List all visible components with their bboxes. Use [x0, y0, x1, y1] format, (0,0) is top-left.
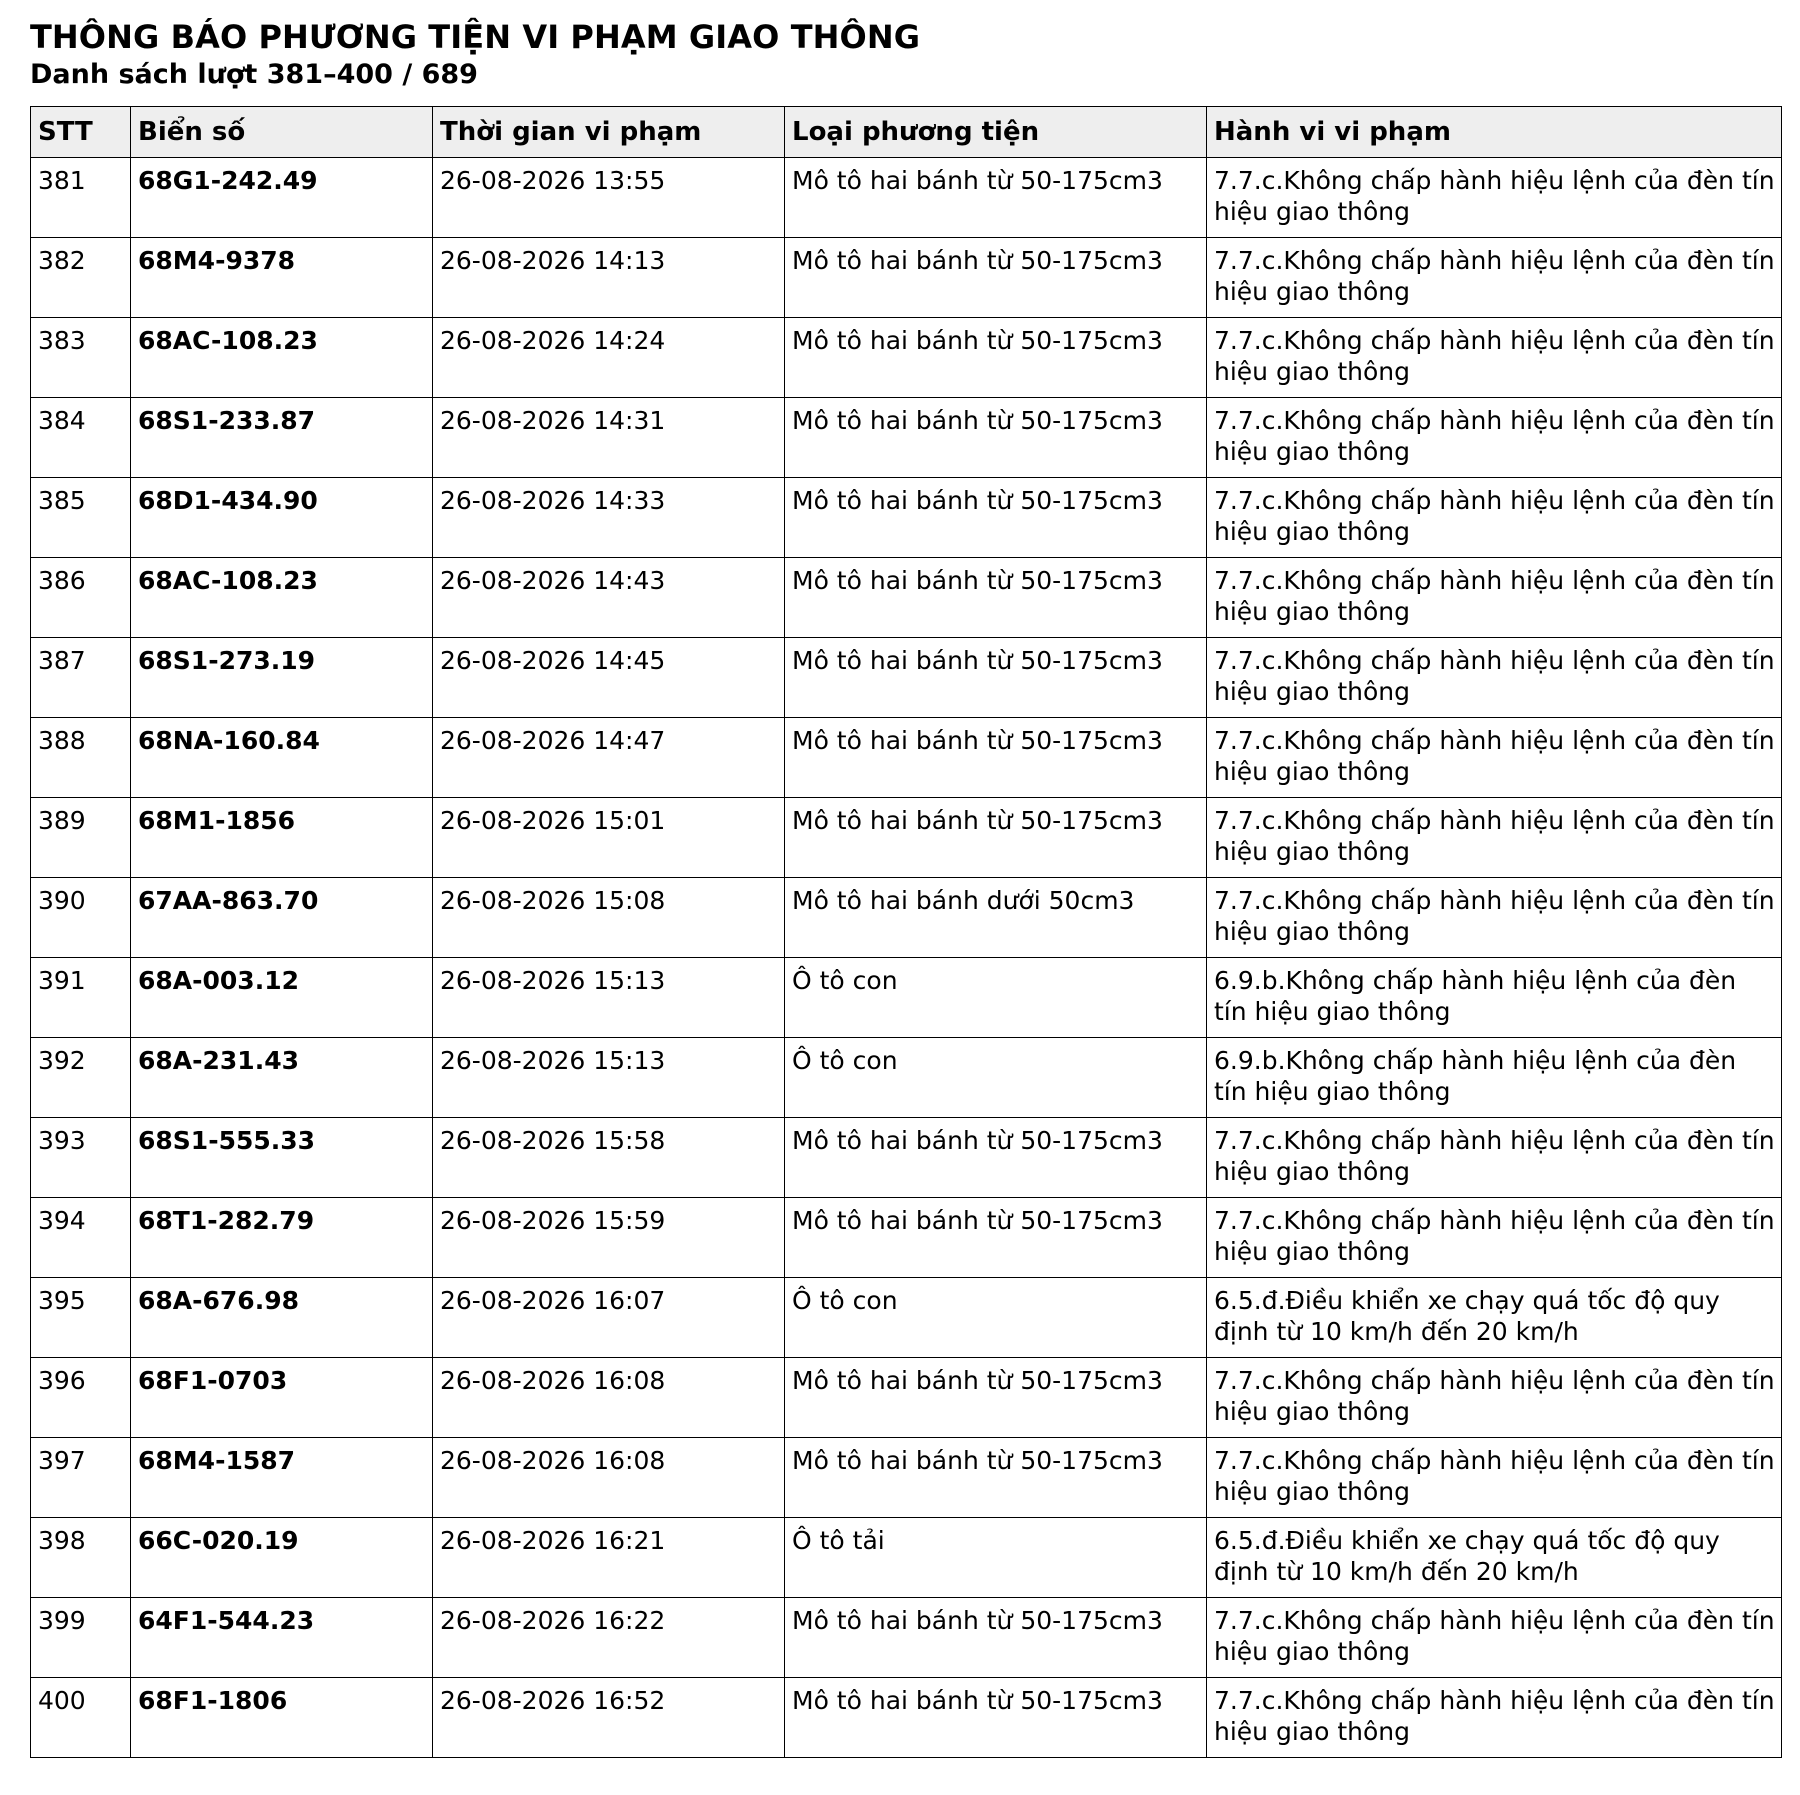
- cell-vehicle-type: Mô tô hai bánh từ 50-175cm3: [785, 1198, 1207, 1278]
- cell-vehicle-type: Ô tô tải: [785, 1518, 1207, 1598]
- cell-stt: 386: [31, 558, 131, 638]
- cell-plate: 66C-020.19: [131, 1518, 433, 1598]
- cell-plate: 68A-676.98: [131, 1278, 433, 1358]
- cell-violation: 7.7.c.Không chấp hành hiệu lệnh của đèn tín hiệu giao thông: [1207, 1198, 1782, 1278]
- cell-vehicle-type: Mô tô hai bánh dưới 50cm3: [785, 878, 1207, 958]
- cell-violation: 7.7.c.Không chấp hành hiệu lệnh của đèn tín hiệu giao thông: [1207, 478, 1782, 558]
- table-header: [31, 107, 1782, 158]
- cell-plate: 68F1-0703: [131, 1358, 433, 1438]
- cell-stt: 397: [31, 1438, 131, 1518]
- cell-violation: 7.7.c.Không chấp hành hiệu lệnh của đèn tín hiệu giao thông: [1207, 1118, 1782, 1198]
- cell-stt: 384: [31, 398, 131, 478]
- table-row: [31, 1038, 1782, 1118]
- cell-stt: 388: [31, 718, 131, 798]
- cell-time: 26-08-2026 14:45: [433, 638, 785, 718]
- cell-vehicle-type: Mô tô hai bánh từ 50-175cm3: [785, 238, 1207, 318]
- page-subtitle: Danh sách lượt 381–400 / 689: [30, 59, 478, 90]
- header-row: [31, 107, 1782, 158]
- cell-time: 26-08-2026 16:22: [433, 1598, 785, 1678]
- cell-vehicle-type: Ô tô con: [785, 1038, 1207, 1118]
- cell-time: 26-08-2026 15:58: [433, 1118, 785, 1198]
- cell-vehicle-type: Mô tô hai bánh từ 50-175cm3: [785, 1438, 1207, 1518]
- column-header-violation: Hành vi vi phạm: [1207, 107, 1782, 158]
- cell-plate: 68A-003.12: [131, 958, 433, 1038]
- cell-violation: 7.7.c.Không chấp hành hiệu lệnh của đèn tín hiệu giao thông: [1207, 238, 1782, 318]
- cell-violation: 6.5.đ.Điều khiển xe chạy quá tốc độ quy định từ 10 km/h đến 20 km/h: [1207, 1518, 1782, 1598]
- cell-vehicle-type: Mô tô hai bánh từ 50-175cm3: [785, 1598, 1207, 1678]
- cell-plate: 68D1-434.90: [131, 478, 433, 558]
- cell-vehicle-type: Mô tô hai bánh từ 50-175cm3: [785, 718, 1207, 798]
- cell-stt: 390: [31, 878, 131, 958]
- cell-violation: 7.7.c.Không chấp hành hiệu lệnh của đèn tín hiệu giao thông: [1207, 718, 1782, 798]
- cell-stt: 394: [31, 1198, 131, 1278]
- cell-plate: 68AC-108.23: [131, 318, 433, 398]
- cell-violation: 6.9.b.Không chấp hành hiệu lệnh của đèn tín hiệu giao thông: [1207, 1038, 1782, 1118]
- page-title: THÔNG BÁO PHƯƠNG TIỆN VI PHẠM GIAO THÔNG: [30, 18, 921, 56]
- table-row: [31, 1118, 1782, 1198]
- cell-violation: 7.7.c.Không chấp hành hiệu lệnh của đèn tín hiệu giao thông: [1207, 158, 1782, 238]
- cell-time: 26-08-2026 15:13: [433, 1038, 785, 1118]
- table-row: [31, 1518, 1782, 1598]
- cell-violation: 7.7.c.Không chấp hành hiệu lệnh của đèn tín hiệu giao thông: [1207, 318, 1782, 398]
- cell-time: 26-08-2026 14:47: [433, 718, 785, 798]
- cell-time: 26-08-2026 16:08: [433, 1358, 785, 1438]
- cell-time: 26-08-2026 15:01: [433, 798, 785, 878]
- cell-stt: 398: [31, 1518, 131, 1598]
- cell-vehicle-type: Mô tô hai bánh từ 50-175cm3: [785, 1118, 1207, 1198]
- cell-violation: 6.5.đ.Điều khiển xe chạy quá tốc độ quy định từ 10 km/h đến 20 km/h: [1207, 1278, 1782, 1358]
- cell-violation: 7.7.c.Không chấp hành hiệu lệnh của đèn tín hiệu giao thông: [1207, 1598, 1782, 1678]
- table-row: [31, 398, 1782, 478]
- cell-violation: 7.7.c.Không chấp hành hiệu lệnh của đèn tín hiệu giao thông: [1207, 398, 1782, 478]
- table-row: [31, 878, 1782, 958]
- cell-stt: 382: [31, 238, 131, 318]
- cell-plate: 68A-231.43: [131, 1038, 433, 1118]
- cell-vehicle-type: Ô tô con: [785, 1278, 1207, 1358]
- cell-vehicle-type: Mô tô hai bánh từ 50-175cm3: [785, 158, 1207, 238]
- cell-violation: 7.7.c.Không chấp hành hiệu lệnh của đèn tín hiệu giao thông: [1207, 798, 1782, 878]
- cell-vehicle-type: Ô tô con: [785, 958, 1207, 1038]
- column-header-time: Thời gian vi phạm: [433, 107, 785, 158]
- cell-stt: 391: [31, 958, 131, 1038]
- cell-plate: 64F1-544.23: [131, 1598, 433, 1678]
- cell-time: 26-08-2026 14:13: [433, 238, 785, 318]
- cell-plate: 68M4-9378: [131, 238, 433, 318]
- cell-stt: 392: [31, 1038, 131, 1118]
- cell-vehicle-type: Mô tô hai bánh từ 50-175cm3: [785, 1358, 1207, 1438]
- cell-violation: 7.7.c.Không chấp hành hiệu lệnh của đèn tín hiệu giao thông: [1207, 1438, 1782, 1518]
- table-row: [31, 1678, 1782, 1758]
- cell-stt: 381: [31, 158, 131, 238]
- table-row: [31, 1438, 1782, 1518]
- table-row: [31, 558, 1782, 638]
- cell-vehicle-type: Mô tô hai bánh từ 50-175cm3: [785, 398, 1207, 478]
- cell-violation: 7.7.c.Không chấp hành hiệu lệnh của đèn tín hiệu giao thông: [1207, 1358, 1782, 1438]
- cell-violation: 7.7.c.Không chấp hành hiệu lệnh của đèn tín hiệu giao thông: [1207, 1678, 1782, 1758]
- table-row: [31, 1198, 1782, 1278]
- table-row: [31, 718, 1782, 798]
- cell-time: 26-08-2026 15:59: [433, 1198, 785, 1278]
- column-header-plate: Biển số: [131, 107, 433, 158]
- cell-stt: 399: [31, 1598, 131, 1678]
- cell-vehicle-type: Mô tô hai bánh từ 50-175cm3: [785, 318, 1207, 398]
- cell-plate: 68F1-1806: [131, 1678, 433, 1758]
- column-header-vehicle-type: Loại phương tiện: [785, 107, 1207, 158]
- cell-vehicle-type: Mô tô hai bánh từ 50-175cm3: [785, 478, 1207, 558]
- column-header-stt: STT: [31, 107, 131, 158]
- cell-stt: 396: [31, 1358, 131, 1438]
- cell-time: 26-08-2026 15:08: [433, 878, 785, 958]
- cell-plate: 68S1-555.33: [131, 1118, 433, 1198]
- cell-time: 26-08-2026 14:43: [433, 558, 785, 638]
- cell-time: 26-08-2026 16:21: [433, 1518, 785, 1598]
- cell-plate: 68G1-242.49: [131, 158, 433, 238]
- cell-time: 26-08-2026 16:07: [433, 1278, 785, 1358]
- cell-stt: 383: [31, 318, 131, 398]
- cell-stt: 395: [31, 1278, 131, 1358]
- cell-time: 26-08-2026 13:55: [433, 158, 785, 238]
- cell-time: 26-08-2026 16:52: [433, 1678, 785, 1758]
- cell-plate: 68S1-233.87: [131, 398, 433, 478]
- cell-time: 26-08-2026 15:13: [433, 958, 785, 1038]
- table-row: [31, 318, 1782, 398]
- cell-plate: 67AA-863.70: [131, 878, 433, 958]
- cell-violation: 7.7.c.Không chấp hành hiệu lệnh của đèn tín hiệu giao thông: [1207, 878, 1782, 958]
- cell-vehicle-type: Mô tô hai bánh từ 50-175cm3: [785, 558, 1207, 638]
- table-row: [31, 798, 1782, 878]
- cell-time: 26-08-2026 16:08: [433, 1438, 785, 1518]
- cell-stt: 385: [31, 478, 131, 558]
- table-body: [31, 158, 1782, 1758]
- cell-stt: 387: [31, 638, 131, 718]
- table-row: [31, 958, 1782, 1038]
- table-row: [31, 158, 1782, 238]
- cell-violation: 6.9.b.Không chấp hành hiệu lệnh của đèn tín hiệu giao thông: [1207, 958, 1782, 1038]
- table-row: [31, 238, 1782, 318]
- cell-violation: 7.7.c.Không chấp hành hiệu lệnh của đèn tín hiệu giao thông: [1207, 558, 1782, 638]
- cell-plate: 68S1-273.19: [131, 638, 433, 718]
- cell-vehicle-type: Mô tô hai bánh từ 50-175cm3: [785, 798, 1207, 878]
- cell-violation: 7.7.c.Không chấp hành hiệu lệnh của đèn tín hiệu giao thông: [1207, 638, 1782, 718]
- cell-vehicle-type: Mô tô hai bánh từ 50-175cm3: [785, 1678, 1207, 1758]
- cell-plate: 68M1-1856: [131, 798, 433, 878]
- table-row: [31, 1358, 1782, 1438]
- table-row: [31, 1598, 1782, 1678]
- cell-plate: 68M4-1587: [131, 1438, 433, 1518]
- table-row: [31, 478, 1782, 558]
- cell-plate: 68NA-160.84: [131, 718, 433, 798]
- cell-stt: 400: [31, 1678, 131, 1758]
- cell-plate: 68T1-282.79: [131, 1198, 433, 1278]
- cell-vehicle-type: Mô tô hai bánh từ 50-175cm3: [785, 638, 1207, 718]
- cell-plate: 68AC-108.23: [131, 558, 433, 638]
- violations-table: [30, 106, 1782, 1758]
- table-row: [31, 638, 1782, 718]
- table-row: [31, 1278, 1782, 1358]
- cell-stt: 393: [31, 1118, 131, 1198]
- cell-stt: 389: [31, 798, 131, 878]
- cell-time: 26-08-2026 14:24: [433, 318, 785, 398]
- cell-time: 26-08-2026 14:31: [433, 398, 785, 478]
- cell-time: 26-08-2026 14:33: [433, 478, 785, 558]
